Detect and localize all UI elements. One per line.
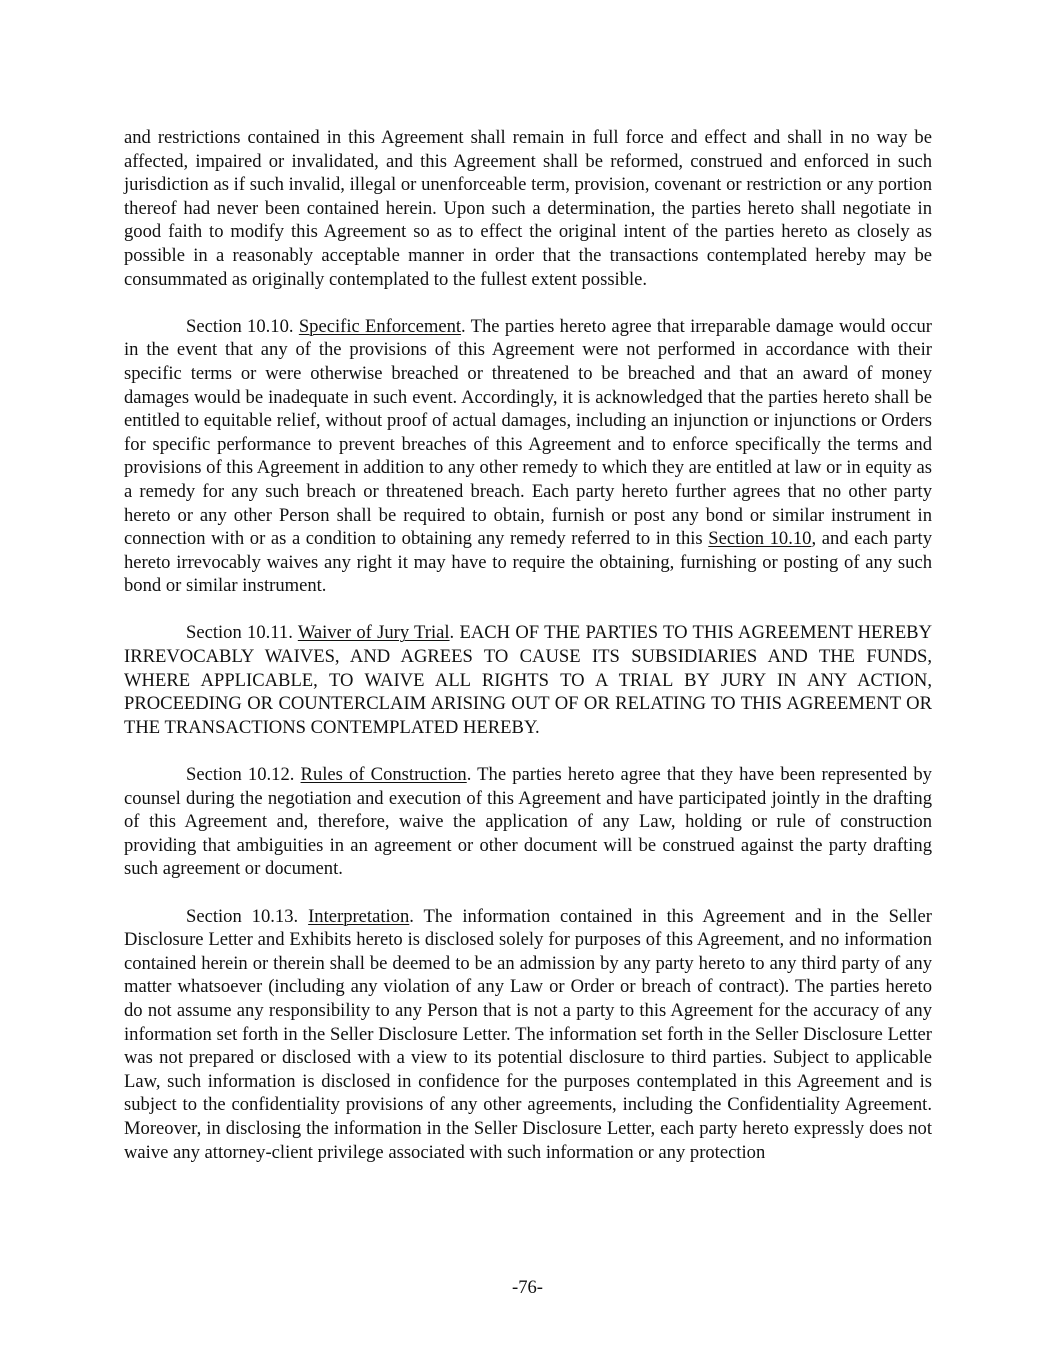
section-body: . The parties hereto agree that irreparable damage would occur in the event that any of the provisions of this Agreement were not performed in accordance with their specific terms or were otherwise breached or threatened to be breached and that an award of money damages would be inadequate in such event. Accordingly, it is acknowledged that the parties hereto shall be entitled to equitable relief, without proof of actual damages, including an injunction or injunctions or Orders for specific performance to prevent breaches of this Agreement and to enforce specifically the terms and provisions of this Agreement in addition to any other remedy to which they are entitled at law or in equity as a remedy for any such breach or threatened breach. Each party hereto further agrees that no other party hereto or any other Person shall be required to obtain, furnish or post any bond or similar instrument in connection with or as a condition to obtaining any remedy referred to in this — [124, 315, 933, 550]
section-body-continued: , and each party hereto irrevocably waives any right it may have to require the obtaining, furnishing or posting of any such bond or similar instrument. — [124, 528, 932, 597]
section-10-11-paragraph — [124, 621, 932, 739]
section-title: Waiver of Jury Trial — [297, 622, 450, 644]
section-body: . The parties hereto agree that they have been represented by counsel during the negotiation and execution of this Agreement and have participated jointly in the drafting of this Agreement and, therefore, waive the application of any Law, holding or rule of construction providing that ambiguities in an agreement or other document will be construed against the party drafting such agreement or document. — [124, 764, 932, 880]
cross-reference-link[interactable]: Section 10.10 — [708, 528, 812, 550]
section-number: Section 10.13. — [186, 905, 299, 927]
page-number: -76- — [512, 1277, 543, 1298]
section-10-12-paragraph — [124, 763, 932, 881]
section-title: Specific Enforcement — [298, 315, 462, 337]
continuation-paragraph — [124, 126, 932, 291]
section-title: Interpretation — [308, 905, 410, 927]
document-page — [124, 126, 932, 1164]
continuation-text: and restrictions contained in this Agreement shall remain in full force and effect and shall in no way be affected, impaired or invalidated, and this Agreement shall be reformed, construed and enforced in such jurisdiction as if such invalid, illegal or unenforceable term, provision, covenant or restriction or any portion thereof had never been contained herein. Upon such a determination, the parties hereto shall negotiate in good faith to modify this Agreement so as to effect the original intent of the parties hereto as closely as possible in a reasonably acceptable manner in order that the transactions contemplated hereby may be consummated as originally contemplated to the fullest extent possible. — [124, 127, 932, 290]
section-body: . EACH OF THE PARTIES TO THIS AGREEMENT HEREBY IRREVOCABLY WAIVES, AND AGREES TO CAUSE ITS SUBSIDIARIES AND THE FUNDS, WHERE APPLICABLE, TO WAIVE ALL RIGHTS TO A TRIAL BY JURY IN ANY ACTION, PROCEEDING OR COUNTERCLAIM ARISING OUT OF OR RELATING TO THIS AGREEMENT OR THE TRANSACTIONS CONTEMPLATED HEREBY. — [124, 622, 933, 738]
section-number: Section 10.12. — [186, 764, 295, 786]
section-10-10-paragraph — [124, 315, 932, 598]
section-title: Rules of Construction — [300, 764, 467, 786]
section-number: Section 10.10. — [186, 315, 294, 337]
section-10-13-paragraph — [124, 905, 932, 1165]
section-number: Section 10.11. — [186, 622, 293, 644]
section-body: . The information contained in this Agreement and in the Seller Disclosure Letter and Exhibits hereto is disclosed solely for purposes of this Agreement, and no information contained herein or therein shall be deemed to be an admission by any party hereto to any third party of any matter whatsoever (including any violation of any Law or Order or breach of contract). The parties hereto do not assume any responsibility to any Person that is not a party to this Agreement for the accuracy of any information set forth in the Seller Disclosure Letter. The information set forth in the Seller Disclosure Letter was not prepared or disclosed with a view to its potential disclosure to third parties. Subject to applicable Law, such information is disclosed in confidence for the purposes contemplated in this Agreement and is subject to the confidentiality provisions of any other agreements, including the Confidentiality Agreement. Moreover, in disclosing the information in the Seller Disclosure Letter, each party hereto expressly does not waive any attorney-client privilege associated with such information or any protection — [124, 905, 932, 1163]
